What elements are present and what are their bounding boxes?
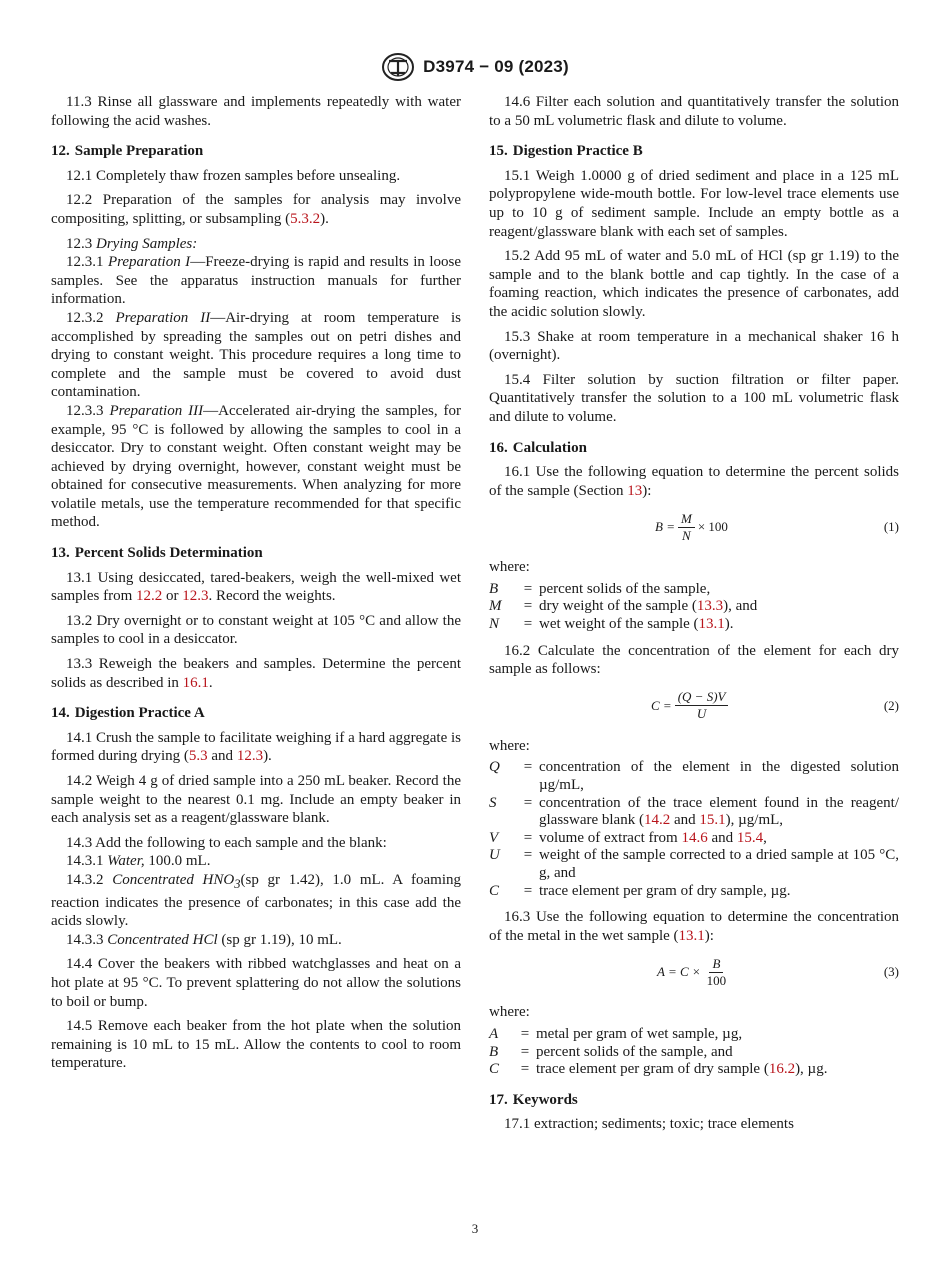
where-label: where: bbox=[489, 1004, 530, 1021]
definition-item: B = percent solids of the sample, bbox=[489, 580, 711, 597]
astm-logo-icon bbox=[381, 52, 415, 82]
section-13-heading: 13. Percent Solids Determination bbox=[51, 545, 263, 562]
right-column bbox=[489, 93, 899, 1140]
definition-item: U = weight of the sample corrected to a dried sample at 105 °C, g, and bbox=[489, 847, 899, 881]
para-16-3: 16.3 Use the following equation to determine the concentration of the metal in the wet sample (13.1): bbox=[489, 909, 899, 944]
ref-link[interactable]: 14.2 bbox=[643, 812, 671, 829]
para-14-6: 14.6 Filter each solution and quantitatively transfer the solution to a 50 mL volumetric flask and dilute to volume. bbox=[489, 94, 899, 129]
equation-3: A = C × $\frac{B}{100}$ (3) bbox=[657, 955, 899, 988]
ref-link[interactable]: 12.3 bbox=[182, 588, 209, 605]
para-14-5: 14.5 Remove each beaker from the hot plate when the solution remaining is 10 mL to 15 mL. Allow the contents to cool to room temperature. bbox=[51, 1018, 461, 1072]
definition-item: S = concentration of the trace element found in the reagent/ glassware blank (14.2 and 15.1), µg/mL, bbox=[489, 794, 899, 829]
definition-item: B = percent solids of the sample, and bbox=[489, 1043, 733, 1060]
definition-item: C = trace element per gram of dry sample, µg. bbox=[489, 882, 791, 899]
para-14-4: 14.4 Cover the beakers with ribbed watchglasses and heat on a hot plate at 95 °C. To prevent splattering do not allow the solutions to boil or bump. bbox=[51, 956, 461, 1010]
para-14-2: 14.2 Weigh 4 g of dried sample into a 250 mL beaker. Record the sample weight to the nearest 0.1 mg. Include an empty beaker in each analysis set as a reagent/glassware blank. bbox=[51, 773, 461, 827]
ref-link[interactable]: 16.1 bbox=[182, 674, 209, 691]
para-16-1: 16.1 Use the following equation to determine the percent solids of the sample (Section 13): bbox=[489, 464, 899, 499]
where-label: where: bbox=[489, 559, 530, 576]
equation-2: C = $\frac{(Q - S)V}{U}$ (2) bbox=[651, 689, 899, 722]
ref-link[interactable]: 14.6 bbox=[681, 829, 708, 846]
where-label: where: bbox=[489, 737, 530, 754]
para-15-4: 15.4 Filter solution by suction filtration or filter paper. Quantitatively transfer the solution to a 100 mL volumetric flask and dilute to volume. bbox=[489, 371, 899, 425]
ref-link[interactable]: 12.3 bbox=[236, 748, 264, 765]
para-13-1: 13.1 Using desiccated, tared-beakers, weigh the well-mixed wet samples from 12.2 or 12.3. Record the weights. bbox=[51, 569, 461, 605]
equation-number: (3) bbox=[883, 964, 899, 980]
ref-link[interactable]: 5.3.2 bbox=[290, 210, 321, 227]
standard-designation: D3974 − 09 (2023) bbox=[423, 57, 569, 76]
definition-item: V = volume of extract from 14.6 and 15.4, bbox=[489, 829, 767, 846]
page-header bbox=[0, 52, 950, 87]
para-16-2: 16.2 Calculate the concentration of the element for each dry sample as follows: bbox=[489, 642, 899, 678]
definition-item: Q = concentration of the element in the digested solution µg/mL, bbox=[489, 759, 899, 794]
para-12-3-1: 12.3.1 Preparation I—Freeze-drying is rapid and results in loose samples. See the apparatus instruction manuals for further information. bbox=[51, 254, 461, 308]
definition-item: C = trace element per gram of dry sample (16.2), µg. bbox=[489, 1061, 828, 1078]
para-14-3-2: 14.3.2 Concentrated $HNO_3(sp$ gr 1.42), 1.0 mL. A foaming reaction indicates the presence of carbonates; in this case add the acids slowly. bbox=[51, 871, 461, 930]
para-14-3-3: 14.3.3 Concentrated HCl (sp gr 1.19), 10 mL. bbox=[66, 931, 342, 948]
definitions-list-3 bbox=[489, 1026, 899, 1079]
para-11-3: 11.3 Rinse all glassware and implements repeatedly with water following the acid washes. bbox=[51, 94, 461, 129]
para-14-3: 14.3 Add the following to each sample and the blank: bbox=[66, 834, 387, 851]
equation-number: (1) bbox=[883, 519, 899, 535]
section-15-heading: 15. Digestion Practice B bbox=[489, 143, 643, 160]
ref-link[interactable]: 5.3 bbox=[188, 748, 208, 765]
definition-item: M = dry weight of the sample (13.3), and bbox=[489, 598, 758, 615]
equation-number: (2) bbox=[883, 697, 899, 713]
page-number: 3 bbox=[471, 1221, 479, 1236]
para-12-2: 12.2 Preparation of the samples for analysis may involve compositing, splitting, or subsampling (5.3.2). bbox=[51, 192, 461, 227]
para-15-1: 15.1 Weigh 1.0000 g of dried sediment and place in a 125 mL polypropylene wide-mouth bottle. For low-level trace elements use up to 10 g of sediment sample. Include an empty bottle as a reagent/glassware blank with each set of samples. bbox=[489, 167, 899, 240]
section-12-heading: 12. Sample Preparation bbox=[51, 143, 204, 160]
equation-1: B = $\frac{M}{N}$ × 100 (1) bbox=[655, 510, 899, 543]
ref-link[interactable]: 12.2 bbox=[135, 588, 163, 605]
para-14-3-1: 14.3.1 Water, 100.0 mL. bbox=[66, 853, 211, 870]
left-column bbox=[51, 93, 461, 1079]
definition-item: A = metal per gram of wet sample, µg, bbox=[489, 1025, 743, 1042]
para-14-1: 14.1 Crush the sample to facilitate weighing if a hard aggregate is formed during drying (5.3 and 12.3). bbox=[51, 729, 461, 765]
para-12-3-2: 12.3.2 Preparation II—Air-drying at room temperature is accomplished by spreading the samples out on petri dishes and drying to constant weight. This procedure requires a long time to complete and the sample must be covered to avoid dust contamination. bbox=[51, 309, 462, 401]
para-15-3: 15.3 Shake at room temperature in a mechanical shaker 16 h (overnight). bbox=[489, 328, 899, 364]
para-13-3: 13.3 Reweigh the beakers and samples. Determine the percent solids as described in 16.1. bbox=[51, 656, 461, 691]
para-15-2: 15.2 Add 95 mL of water and 5.0 mL of HCl (sp gr 1.19) to the sample and to the blank bottle and cap tightly. In the case of a foaming reaction, which indicates the presence of carbonates, add the acidic solution slowly. bbox=[489, 248, 899, 320]
section-16-heading: 16. Calculation bbox=[489, 439, 587, 456]
para-13-2: 13.2 Dry overnight or to constant weight at 105 °C and allow the samples to cool in a desiccator. bbox=[51, 612, 461, 648]
ref-link[interactable]: 15.1 bbox=[699, 812, 726, 829]
ref-link[interactable]: 13.3 bbox=[696, 598, 724, 615]
ref-link[interactable]: 13 bbox=[627, 482, 643, 499]
ref-link[interactable]: 13.1 bbox=[678, 927, 705, 944]
definitions-list-2 bbox=[489, 759, 899, 900]
ref-link[interactable]: 13.1 bbox=[698, 616, 725, 633]
section-14-heading: 14. Digestion Practice A bbox=[51, 705, 205, 722]
para-17-1: 17.1 extraction; sediments; toxic; trace elements bbox=[504, 1116, 794, 1133]
section-17-heading: 17. Keywords bbox=[489, 1091, 578, 1108]
para-12-1: 12.1 Completely thaw frozen samples before unsealing. bbox=[66, 167, 401, 184]
definitions-list-1 bbox=[489, 581, 899, 634]
ref-link[interactable]: 15.4 bbox=[736, 829, 764, 846]
ref-link[interactable]: 16.2 bbox=[768, 1061, 796, 1078]
definition-item: N = wet weight of the sample (13.1). bbox=[489, 616, 734, 633]
para-12-3-3: 12.3.3 Preparation III—Accelerated air-drying the samples, for example, 95 °C is followed by allowing the samples to cool in a desiccator. Dry to constant weight. Often constant weight may be achieved by drying overnight, however, constant weight must be obtained for consecutive measurements. When analyzing for more volatile metals, use the temperature recommended for that specific method. bbox=[51, 402, 462, 531]
para-12-3: 12.3 Drying Samples: bbox=[66, 235, 198, 252]
